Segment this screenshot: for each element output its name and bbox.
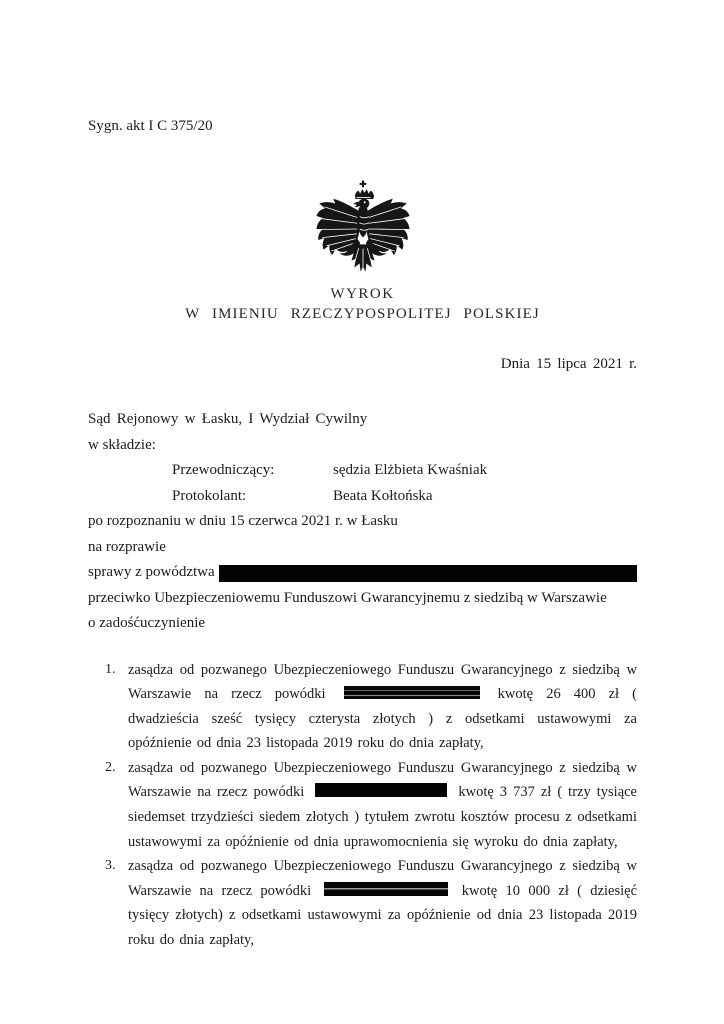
session-line: na rozprawie — [88, 538, 166, 555]
panel-role-label: Przewodniczący: — [172, 462, 275, 478]
judgment-date: Dnia 15 lipca 2021 r. — [500, 356, 637, 372]
redaction-bar — [344, 686, 480, 699]
polish-eagle-emblem-icon — [315, 179, 411, 279]
ruling-text — [128, 854, 637, 952]
ruling-text-before: zasądza od pozwanego Ubezpieczeniowego Funduszu Gwarancyjnego z siedzibą w Warszawie na rzecz powódki — [128, 661, 637, 703]
emblem-container — [88, 179, 637, 279]
composition-intro: w składzie: — [88, 436, 156, 453]
ruling-number: 3. — [105, 858, 116, 874]
panel-role-label: Protokolant: — [172, 487, 247, 504]
court-name: Sąd Rejonowy w Łasku, I Wydział Cywilny — [88, 411, 368, 427]
redaction-bar — [219, 565, 637, 582]
hearing-line: po rozpoznaniu w dniu 15 czerwca 2021 r. w Łasku — [88, 513, 398, 529]
ruling-item-1 — [88, 658, 637, 756]
redaction-bar — [315, 783, 447, 797]
court-block — [88, 407, 637, 637]
subject-line: o zadośćuczynienie — [88, 615, 206, 631]
ruling-text — [128, 756, 637, 854]
panel-row-presiding — [88, 458, 637, 484]
case-number: Sygn. akt I C 375/20 — [88, 118, 213, 134]
plaintiff-prefix: sprawy z powództwa — [88, 564, 215, 580]
rulings-list — [88, 658, 637, 953]
defendant-line: przeciwko Ubezpieczeniowemu Funduszowi Gwarancyjnemu z siedzibą w Warszawie — [88, 589, 607, 606]
panel-clerk-name: Beata Kołtońska — [333, 487, 433, 504]
judgment-title: WYROK — [330, 286, 395, 302]
ruling-number: 2. — [105, 759, 116, 775]
ruling-text-after: kwotę 3 737 zł ( trzy tysiące siedemset trzydzieści siedem złotych ) tytułem zwrotu kosztów procesu z odsetkami ustawowymi za opóźnienie od dnia uprawomocnienia się wyroku do dnia zapłaty, — [128, 784, 637, 850]
ruling-text-before: zasądza od pozwanego Ubezpieczeniowego Funduszu Gwarancyjnego z siedzibą w Warszawie na rzecz powódki — [128, 858, 637, 899]
ruling-text-after: kwotę 26 400 zł ( dwadzieścia sześć tysięcy czterysta złotych ) z odsetkami ustawowymi za opóźnienie od dnia 23 listopada 2019 roku do dnia zapłaty, — [128, 686, 637, 752]
ruling-text — [128, 658, 637, 756]
plaintiff-line — [88, 560, 637, 586]
redaction-bar — [324, 882, 448, 896]
ruling-item-3 — [88, 854, 637, 952]
judgment-subtitle: W IMIENIU RZECZYPOSPOLITEJ POLSKIEJ — [185, 306, 540, 322]
panel-row-clerk — [88, 484, 637, 510]
panel-judge-name: sędzia Elżbieta Kwaśniak — [333, 462, 488, 478]
ruling-number: 1. — [105, 661, 116, 677]
ruling-text-after: kwotę 10 000 zł ( dziesięć tysięcy złotych) z odsetkami ustawowymi za opóźnienie od dnia 23 listopada 2019 roku do dnia zapłaty, — [128, 882, 638, 949]
ruling-text-before: zasądza od pozwanego Ubezpieczeniowego Funduszu Gwarancyjnego z siedzibą w Warszawie na rzecz powódki — [128, 759, 637, 801]
ruling-item-2 — [88, 756, 637, 854]
